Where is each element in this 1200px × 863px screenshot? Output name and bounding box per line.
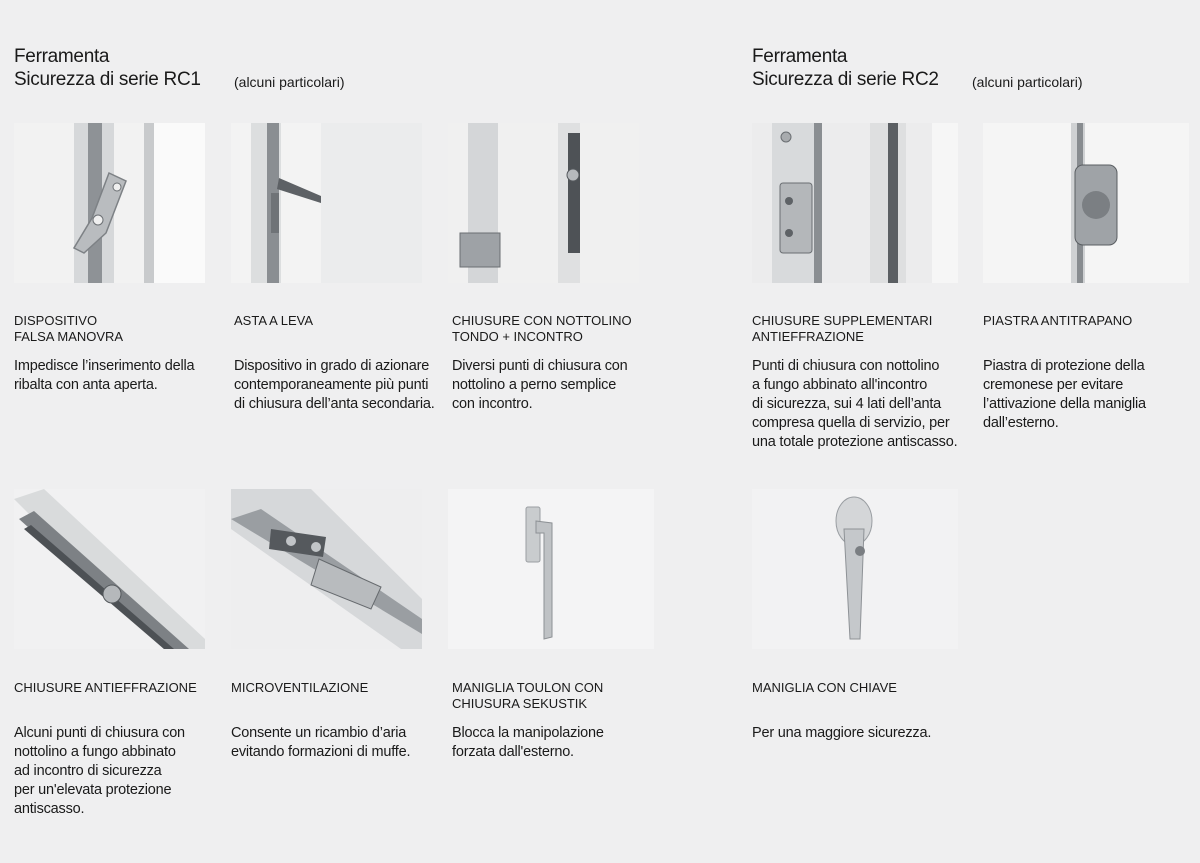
photo-piastra-antitrapano [983,123,1189,283]
title-asta-a-leva: ASTA A LEVA [234,313,314,328]
rc1-heading [14,45,345,91]
rc1-heading-line2: Sicurezza di serie RC1 [14,69,201,90]
photo-maniglia-toulon [448,489,654,649]
desc-maniglia-toulon: Blocca la manipolazione forzata dall'esterno. [452,725,604,760]
title-nottolino-tondo: CHIUSURE CON NOTTOLINO TONDO + INCONTRO [452,313,632,344]
photo-chiusure-antieffrazione [14,489,205,649]
rc1-heading-line1: Ferramenta [14,46,110,67]
photo-falsa-manovra [14,123,205,283]
desc-chiusure-antieffrazione: Alcuni punti di chiusura con nottolino a fungo abbinato ad incontro di sicurezza per un'elevata protezione antiscasso. [14,725,185,817]
rc2-heading-line2: Sicurezza di serie RC2 [752,69,939,90]
title-maniglia-toulon: MANIGLIA TOULON CON CHIUSURA SEKUSTIK [452,680,604,711]
rc2-heading-line1: Ferramenta [752,46,848,67]
title-falsa-manovra: DISPOSITIVO FALSA MANOVRA [14,313,124,344]
title-chiusure-supplementari: CHIUSURE SUPPLEMENTARI ANTIEFFRAZIONE [752,313,933,344]
photo-asta-a-leva [231,123,422,283]
photo-chiusure-supplementari [752,123,958,283]
title-microventilazione: MICROVENTILAZIONE [231,680,369,695]
rc2-heading-note: (alcuni particolari) [972,74,1083,90]
photo-nottolino-tondo [448,123,639,283]
desc-falsa-manovra: Impedisce l’inserimento della ribalta con anta aperta. [14,358,195,393]
rc2-heading [752,45,1083,91]
desc-nottolino-tondo: Diversi punti di chiusura con nottolino a perno semplice con incontro. [452,358,628,412]
title-maniglia-con-chiave: MANIGLIA CON CHIAVE [752,680,897,695]
rc1-heading-note: (alcuni particolari) [234,74,345,90]
desc-asta-a-leva: Dispositivo in grado di azionare contemporaneamente più punti di chiusura dell’anta secondaria. [234,358,435,412]
photo-maniglia-con-chiave [752,489,958,649]
desc-chiusure-supplementari: Punti di chiusura con nottolino a fungo abbinato all'incontro di sicurezza, sui 4 lati dell’anta compresa quella di servizio, per una totale protezione antiscasso. [752,358,958,450]
title-chiusure-antieffrazione: CHIUSURE ANTIEFFRAZIONE [14,680,197,695]
desc-microventilazione: Consente un ricambio d’aria evitando formazioni di muffe. [231,725,411,760]
title-piastra-antitrapano: PIASTRA ANTITRAPANO [983,313,1133,328]
desc-maniglia-con-chiave: Per una maggiore sicurezza. [752,725,932,741]
desc-piastra-antitrapano: Piastra di protezione della cremonese per evitare l’attivazione della maniglia dall’esterno. [983,358,1146,431]
photo-microventilazione [231,489,422,649]
